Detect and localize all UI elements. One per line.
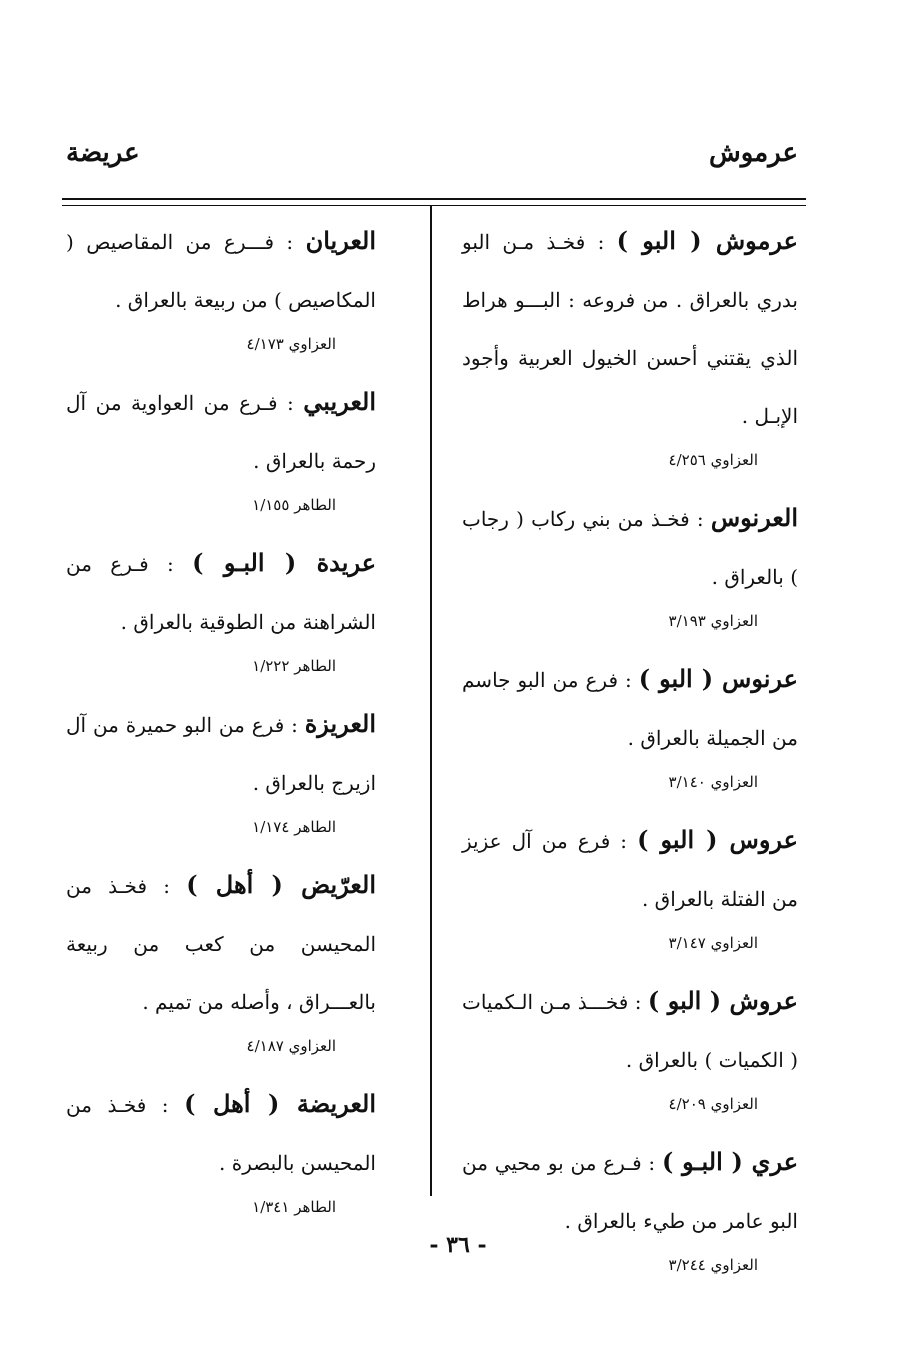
entry (66, 534, 376, 681)
entry-definition: : فخـذ من المحيسن من كعب من ربيعة بالعـــراق ، وأصله من تميم . (66, 874, 376, 1014)
entry-definition: : فرع من البو جاسم من الجميلة بالعراق . (462, 668, 798, 750)
entry-headword: عرنوس ( البو ) (638, 664, 798, 693)
entry-headword: عرموش ( البو ) (616, 226, 798, 255)
left-column (66, 212, 376, 1236)
entry-reference: الطاهر ١/٢٢٢ (252, 657, 336, 675)
header-last-entry-word: عريضة (66, 138, 140, 168)
entry-definition: : فرع من آل عزيز من الفتلة بالعراق . (462, 829, 798, 911)
entry (66, 856, 376, 1061)
entry (66, 1075, 376, 1222)
entry-reference: العزاوي ٤/١٧٣ (246, 335, 336, 353)
entry (462, 212, 798, 475)
entry-headword: عروس ( البو ) (637, 825, 798, 854)
entry-definition: : فـــرع من المقاصيص ( المكاصيص ) من ربيعة بالعراق . (66, 230, 376, 312)
entry (66, 373, 376, 520)
entry-definition: : فرع من البو حميرة من آل ازيرج بالعراق . (66, 713, 376, 795)
entry-reference: العزاوي ٣/١٩٣ (668, 612, 758, 630)
entry-definition: : فـرع من العواوية من آل رحمة بالعراق . (66, 391, 376, 473)
entry-headword: عري ( البـو ) (661, 1147, 799, 1176)
entry-headword: العريضة ( أهل ) (184, 1089, 377, 1118)
right-column (462, 212, 798, 1294)
entry-definition: : فخـذ من بني ركاب ( رجاب ) بالعراق . (462, 507, 798, 589)
entry-reference: العزاوي ٣/١٤٠ (668, 773, 758, 791)
entry-headword: عريدة ( البـو ) (192, 548, 377, 577)
entry-reference: العزاوي ٣/١٤٧ (668, 934, 758, 952)
column-divider (430, 206, 432, 1196)
entry-headword: العريبي (303, 387, 377, 416)
entry-reference: العزاوي ٤/٢٠٩ (668, 1095, 758, 1113)
entry-definition: : فخـــذ مـن الـكميات ( الكميات ) بالعراق . (462, 990, 798, 1072)
entry-definition: : فـرع من بو محيي من البو عامر من طيء بالعراق . (462, 1151, 798, 1233)
entry-headword: العرّيض ( أهل ) (186, 870, 376, 899)
entry-headword: العرنوس (710, 503, 798, 532)
entry (66, 212, 376, 359)
page-number: - ٣٦ - (429, 1232, 487, 1258)
entry (462, 489, 798, 636)
entry-reference: العزاوي ٤/١٨٧ (246, 1037, 336, 1055)
entry (462, 811, 798, 958)
header-rule-thin (62, 205, 806, 206)
entry-reference: العزاوي ٣/٢٤٤ (668, 1256, 758, 1274)
entry-reference: الطاهر ١/١٥٥ (252, 496, 336, 514)
entry-headword: العريان (305, 226, 377, 255)
entry-reference: الطاهر ١/٣٤١ (252, 1198, 336, 1216)
entry-definition: : فخـذ من المحيسن بالبصرة . (66, 1093, 376, 1175)
entry-reference: العزاوي ٤/٢٥٦ (668, 451, 758, 469)
entry-reference: الطاهر ١/١٧٤ (252, 818, 336, 836)
entry-definition: : فـرع من الشراهنة من الطوقية بالعراق . (66, 552, 376, 634)
entry (462, 650, 798, 797)
header-rule (62, 198, 806, 200)
entry-definition: : فخـذ مـن البو بدري بالعراق . من فروعه : البـــو هراط الذي يقتني أحسن الخيول العربية وأجود الإبـل . (462, 230, 798, 428)
header-first-entry-word: عرموش (709, 138, 798, 168)
entry-headword: عروش ( البو ) (647, 986, 798, 1015)
entry (462, 972, 798, 1119)
entry (66, 695, 376, 842)
entry-headword: العريزة (304, 709, 376, 738)
